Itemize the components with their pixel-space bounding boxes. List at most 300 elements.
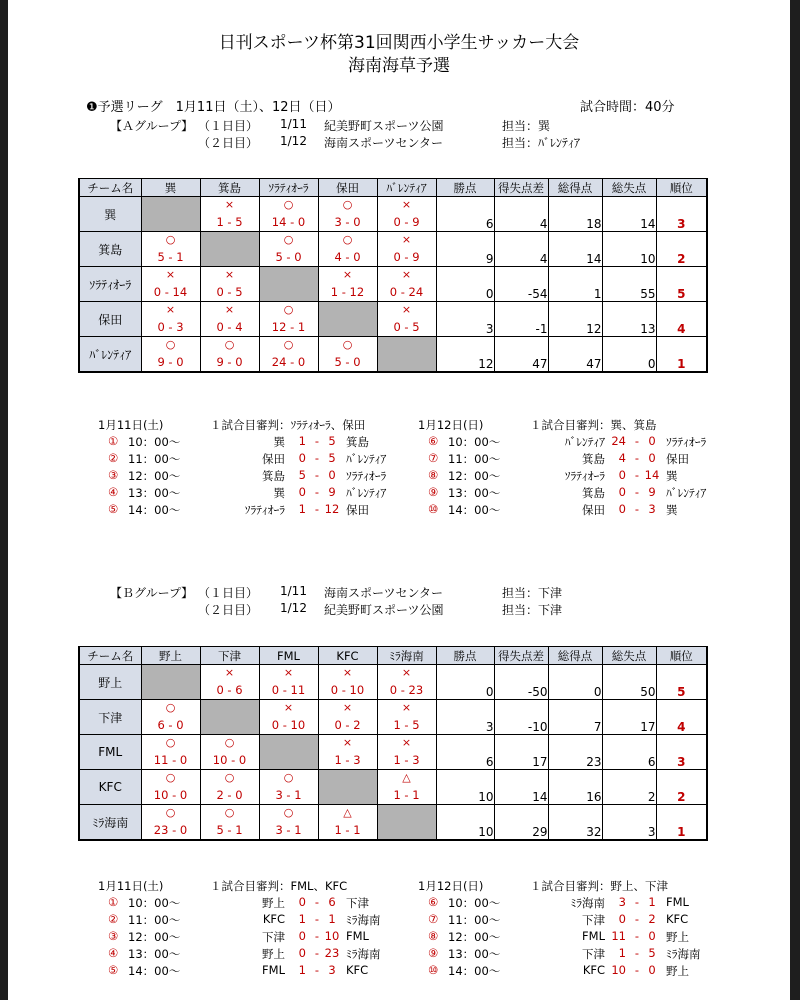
group-a-result-mark: ○: [342, 198, 353, 211]
group-a-result-mark: ○: [342, 338, 353, 351]
group-a-result-mark: ×: [165, 268, 176, 281]
group-b-result-mark: ○: [283, 771, 294, 784]
group-b-day1-day: （１日目）: [198, 586, 259, 600]
group-a-day2-home-team: 保田: [582, 503, 605, 517]
group-a-day2-match: [418, 451, 738, 468]
group-b-row: [79, 805, 707, 841]
group-a-points: 6: [436, 197, 494, 232]
group-a-result-cell: [318, 232, 377, 267]
group-a-points: 9: [436, 232, 494, 267]
group-b-header-6: 勝点: [436, 647, 494, 665]
group-b-day1-away-team: 下津: [346, 896, 369, 910]
group-a-day1-home-team: ｿﾗﾃｨｵｰﾗ: [244, 503, 285, 517]
group-b-result-score: 5 - 1: [216, 823, 243, 837]
group-a-result-score: 14 - 0: [271, 215, 306, 229]
group-a-day2-match-number: ⑥: [428, 434, 439, 448]
group-a-result-cell: [259, 232, 318, 267]
group-a-day2-match: [418, 502, 738, 519]
group-a-result-mark: ○: [342, 233, 353, 246]
group-a-team-name: 保田: [79, 302, 141, 337]
group-b-day1-score-dash: -: [314, 929, 319, 943]
group-a-day1-match: [98, 468, 418, 485]
group-b-day2-home-score: 3: [618, 895, 626, 909]
group-a-day2-away-score: 9: [648, 485, 656, 499]
group-b-day2-away-team: 野上: [666, 964, 689, 978]
group-b-day2-match-number: ⑥: [428, 895, 439, 909]
group-b-result-mark: ×: [224, 666, 235, 679]
group-a-day2-away-team: ｿﾗﾃｨｵｰﾗ: [666, 435, 707, 449]
group-a-team-name: 箕島: [79, 232, 141, 267]
group-b-goal-difference: 29: [494, 805, 548, 841]
group-b-day2-score-dash: -: [634, 912, 639, 926]
group-b-result-score: 6 - 0: [157, 718, 184, 732]
group-a-result-cell: [141, 337, 200, 373]
group-a-day1-away-team: ﾊﾞﾚﾝﾃｨｱ: [346, 452, 387, 466]
group-b-day2-home-score: 10: [611, 963, 626, 977]
group-a-day1-day: （１日目）: [198, 119, 259, 133]
group-b-result-mark: △: [343, 806, 352, 819]
group-a-result-score: 0 - 14: [153, 285, 188, 299]
group-a-result-cell: [259, 197, 318, 232]
group-a-result-cell: [141, 267, 200, 302]
group-a-header-1: 巽: [141, 179, 200, 197]
group-a-day1-match-number: ⑤: [108, 502, 119, 516]
group-a-result-cell: [200, 197, 259, 232]
group-b-day2-score-dash: -: [634, 946, 639, 960]
group-a-day2-match-time: 10：00～: [448, 435, 501, 449]
group-a-day1-match-number: ②: [108, 451, 119, 465]
group-a-day2-match-number: ⑧: [428, 468, 439, 482]
group-b-points: 3: [436, 700, 494, 735]
group-b-result-cell: [141, 735, 200, 770]
group-b-result-cell: [141, 700, 200, 735]
group-b-result-cell: [141, 805, 200, 841]
group-a-team-name: 巽: [79, 197, 141, 232]
group-a-day1-home-score: 0: [298, 451, 306, 465]
group-a-result-cell: [377, 267, 436, 302]
group-a-day2-match: [418, 468, 738, 485]
group-b-day1-match-time: 14：00～: [128, 964, 181, 978]
group-b-schedule-day1: [98, 878, 418, 980]
group-b-rank: 2: [656, 770, 707, 805]
group-b-day1-referee: １試合目審判：FML、KFC: [210, 879, 348, 893]
league-heading: ❶予選リーグ 1月11日（土）、12日（日）: [86, 100, 341, 115]
group-b-result-mark: ×: [401, 736, 412, 749]
group-a-goal-difference: -54: [494, 267, 548, 302]
group-b-result-cell: [318, 735, 377, 770]
group-b-result-score: 0 - 10: [330, 683, 365, 697]
group-a-result-score: 4 - 0: [334, 250, 361, 264]
group-b-day1-match: [98, 912, 418, 929]
group-b-day2-match: [418, 912, 738, 929]
group-b-day2-match-number: ⑨: [428, 946, 439, 960]
group-b-team-name: 下津: [79, 700, 141, 735]
group-b-result-cell: [259, 700, 318, 735]
group-b-day2-home-team: FML: [582, 929, 605, 943]
group-b-day1-match: [98, 929, 418, 946]
group-a-result-mark: ○: [224, 338, 235, 351]
group-a-day1-match-time: 13：00～: [128, 486, 181, 500]
group-a-result-cell: [377, 197, 436, 232]
group-b-day2-match-time: 14：00～: [448, 964, 501, 978]
group-a-goal-difference: 4: [494, 232, 548, 267]
group-a-day2-match-number: ⑨: [428, 485, 439, 499]
group-b-self-cell: [200, 700, 259, 735]
group-b-result-score: 1 - 3: [334, 753, 361, 767]
group-b-self-cell: [141, 665, 200, 700]
group-a-rank: 2: [656, 232, 707, 267]
group-a-result-cell: [141, 232, 200, 267]
group-b-goals-for: 0: [548, 665, 602, 700]
group-a-result-score: 0 - 9: [393, 215, 420, 229]
group-a-result-score: 12 - 1: [271, 320, 306, 334]
group-a-day1-venue: 紀美野町スポーツ公園: [324, 119, 444, 133]
group-a-day2-score-dash: -: [634, 434, 639, 448]
group-a-header-8: 総得点: [548, 179, 602, 197]
group-b-row: [79, 700, 707, 735]
group-a-day1-match-time: 10：00～: [128, 435, 181, 449]
group-b-day1-match-number: ④: [108, 946, 119, 960]
group-a-day2-header: [418, 417, 738, 434]
group-b-result-score: 1 - 3: [393, 753, 420, 767]
group-a-result-score: 9 - 0: [157, 355, 184, 369]
group-a-result-mark: ×: [401, 233, 412, 246]
group-a-result-score: 5 - 1: [157, 250, 184, 264]
group-a-result-cell: [259, 302, 318, 337]
group-a-result-score: 0 - 24: [389, 285, 424, 299]
group-b-day1-match-time: 11：00～: [128, 913, 181, 927]
group-a-day1-match: [98, 502, 418, 519]
group-b-day1-away-score: 10: [324, 929, 340, 943]
group-a-result-cell: [318, 197, 377, 232]
group-a-day2-match-time: 12：00～: [448, 469, 501, 483]
group-b-result-cell: [259, 805, 318, 841]
group-a-header-4: 保田: [318, 179, 377, 197]
group-b-result-mark: ×: [401, 666, 412, 679]
group-b-day1-home-score: 1: [298, 912, 306, 926]
group-a-day2-charge: 担当：ﾊﾞﾚﾝﾃｨｱ: [502, 136, 581, 150]
group-a-goals-against: 55: [602, 267, 656, 302]
group-b-result-score: 1 - 5: [393, 718, 420, 732]
group-a-result-score: 3 - 0: [334, 215, 361, 229]
group-b-goals-against: 50: [602, 665, 656, 700]
group-b-result-mark: ×: [283, 666, 294, 679]
group-a-result-mark: ×: [165, 303, 176, 316]
group-b-points: 10: [436, 805, 494, 841]
group-a-row: [79, 302, 707, 337]
group-a-goals-against: 13: [602, 302, 656, 337]
group-b-result-mark: ×: [342, 666, 353, 679]
group-b-day1-home-score: 0: [298, 946, 306, 960]
group-b-day1-home-team: FML: [262, 963, 285, 977]
group-b-day2-match-time: 13：00～: [448, 947, 501, 961]
group-b-day1-home-team: 下津: [262, 930, 285, 944]
group-b-day2-match-time: 10：00～: [448, 896, 501, 910]
group-a-result-mark: ○: [283, 338, 294, 351]
group-b-day1-match-number: ③: [108, 929, 119, 943]
match-time: 試合時間：40分: [580, 100, 675, 115]
group-a-row: [79, 232, 707, 267]
group-b-day2-match-number: ⑦: [428, 912, 439, 926]
group-b-team-name: 野上: [79, 665, 141, 700]
group-b-result-score: 10 - 0: [212, 753, 247, 767]
group-a-day1-score-dash: -: [314, 434, 319, 448]
document-page: [8, 0, 790, 1000]
group-b-day2-referee: １試合目審判：野上、下津: [530, 879, 668, 893]
group-b-result-mark: ○: [165, 771, 176, 784]
group-a-result-score: 9 - 0: [216, 355, 243, 369]
group-b-result-mark: ○: [224, 771, 235, 784]
group-a-result-mark: ○: [283, 233, 294, 246]
group-b-day2-away-score: 5: [648, 946, 656, 960]
group-a-standings-table: [78, 178, 708, 373]
group-b-goal-difference: 14: [494, 770, 548, 805]
group-a-result-score: 0 - 5: [216, 285, 243, 299]
group-b-day2-match: [418, 895, 738, 912]
group-b-day1-match-number: ①: [108, 895, 119, 909]
group-a-day2-away-team: 巽: [666, 469, 678, 483]
group-a-day1-away-score: 5: [328, 451, 336, 465]
group-a-result-mark: ○: [165, 338, 176, 351]
group-a-header-6: 勝点: [436, 179, 494, 197]
group-a-day1-match-time: 14：00～: [128, 503, 181, 517]
group-a-day2-home-team: ｿﾗﾃｨｵｰﾗ: [564, 469, 605, 483]
group-b-goal-difference: -50: [494, 665, 548, 700]
group-b-day1-charge: 担当：下津: [502, 586, 563, 600]
group-a-goal-difference: 47: [494, 337, 548, 373]
group-b-day1-home-team: KFC: [262, 912, 285, 926]
group-a-day2-away-score: 0: [648, 451, 656, 465]
group-b-day2-home-team: ﾐﾗ海南: [570, 896, 605, 910]
group-b-day2-venue: 紀美野町スポーツ公園: [324, 603, 444, 617]
group-b-day2-away-score: 0: [648, 929, 656, 943]
group-b-day1-venue: 海南スポーツセンター: [324, 586, 444, 600]
group-b-goals-against: 2: [602, 770, 656, 805]
group-b-rank: 4: [656, 700, 707, 735]
group-a-day2-home-score: 24: [611, 434, 626, 448]
group-a-day1-header: [98, 417, 418, 434]
group-b-day2-score-dash: -: [634, 963, 639, 977]
group-b-day1-home-score: 0: [298, 929, 306, 943]
group-b-self-cell: [318, 770, 377, 805]
group-b-day1-home-team: 野上: [262, 947, 285, 961]
group-a-header-10: 順位: [656, 179, 707, 197]
group-b-result-cell: [318, 665, 377, 700]
group-b-goal-difference: 17: [494, 735, 548, 770]
group-b-day2-home-team: KFC: [582, 963, 605, 977]
group-b-header-7: 得失点差: [494, 647, 548, 665]
group-b-day1-home-team: 野上: [262, 896, 285, 910]
group-a-rank: 3: [656, 197, 707, 232]
group-b-points: 10: [436, 770, 494, 805]
group-a-day1-score-dash: -: [314, 485, 319, 499]
group-a-day2-home-team: 箕島: [582, 486, 605, 500]
group-a-result-mark: ○: [283, 198, 294, 211]
group-a-day2-away-team: 保田: [666, 452, 689, 466]
group-a-goals-against: 14: [602, 197, 656, 232]
group-b-day1-match: [98, 946, 418, 963]
group-a-row: [79, 267, 707, 302]
group-a-day2-away-score: 14: [644, 468, 660, 482]
group-b-day2-away-score: 0: [648, 963, 656, 977]
group-b-day1-away-team: ﾐﾗ海南: [346, 913, 381, 927]
group-a-result-cell: [377, 302, 436, 337]
group-b-day2-away-team: FML: [666, 895, 689, 909]
group-a-day2-home-score: 0: [618, 468, 626, 482]
group-b-header-1: 野上: [141, 647, 200, 665]
group-a-result-score: 5 - 0: [275, 250, 302, 264]
group-a-day1-home-score: 5: [298, 468, 306, 482]
group-b-result-cell: [259, 770, 318, 805]
group-b-header-5: ﾐﾗ海南: [377, 647, 436, 665]
group-b-header-4: KFC: [318, 647, 377, 665]
group-a-goals-for: 47: [548, 337, 602, 373]
group-b-day2-match: [418, 963, 738, 980]
group-a-rank: 4: [656, 302, 707, 337]
group-b-result-score: 0 - 23: [389, 683, 424, 697]
group-b-day2-match-number: ⑧: [428, 929, 439, 943]
group-a-result-mark: ×: [224, 303, 235, 316]
group-a-self-cell: [259, 267, 318, 302]
group-b-result-mark: ○: [165, 701, 176, 714]
group-b-result-score: 3 - 1: [275, 788, 302, 802]
group-b-day2-home-score: 11: [611, 929, 626, 943]
group-b-day2-home-score: 0: [618, 912, 626, 926]
group-a-day1-away-team: ｿﾗﾃｨｵｰﾗ: [346, 469, 387, 483]
group-a-points: 0: [436, 267, 494, 302]
group-a-self-cell: [318, 302, 377, 337]
group-b-header-8: 総得点: [548, 647, 602, 665]
group-b-day2-match-time: 12：00～: [448, 930, 501, 944]
group-b-result-cell: [200, 665, 259, 700]
group-b-result-score: 3 - 1: [275, 823, 302, 837]
group-b-self-cell: [377, 805, 436, 841]
group-a-day1-match: [98, 485, 418, 502]
group-b-result-cell: [259, 665, 318, 700]
group-b-goals-for: 7: [548, 700, 602, 735]
group-b-goals-for: 32: [548, 805, 602, 841]
group-a-result-mark: ○: [283, 303, 294, 316]
group-b-day2-date: 1/12: [280, 601, 307, 615]
group-b-team-name: KFC: [79, 770, 141, 805]
group-a-day1-match-number: ③: [108, 468, 119, 482]
group-a-result-mark: ×: [224, 268, 235, 281]
group-a-day1-away-team: 箕島: [346, 435, 369, 449]
group-a-row: [79, 197, 707, 232]
group-b-result-cell: [377, 665, 436, 700]
group-a-day2-match: [418, 485, 738, 502]
group-a-day1-score-dash: -: [314, 502, 319, 516]
group-b-day1-match-time: 13：00～: [128, 947, 181, 961]
group-a-day1-home-score: 1: [298, 434, 306, 448]
group-a-result-mark: ×: [401, 303, 412, 316]
group-b-result-mark: ×: [342, 736, 353, 749]
group-a-result-score: 0 - 5: [393, 320, 420, 334]
group-b-result-score: 1 - 1: [334, 823, 361, 837]
group-a-team-name: ﾊﾞﾚﾝﾃｨｱ: [79, 337, 141, 373]
group-a-goals-against: 0: [602, 337, 656, 373]
group-b-row: [79, 735, 707, 770]
group-a-day2-home-score: 4: [618, 451, 626, 465]
group-b-day1-date: 1月11日(土): [98, 879, 164, 893]
group-a-goals-against: 10: [602, 232, 656, 267]
group-a-result-cell: [200, 267, 259, 302]
group-b-day1-match: [98, 895, 418, 912]
group-a-goals-for: 1: [548, 267, 602, 302]
group-a-rank: 1: [656, 337, 707, 373]
group-b-header-10: 順位: [656, 647, 707, 665]
group-b-day1-away-team: FML: [346, 929, 369, 943]
group-b-result-cell: [200, 770, 259, 805]
group-b-day1-score-dash: -: [314, 912, 319, 926]
group-b-goals-against: 3: [602, 805, 656, 841]
group-b-result-score: 0 - 6: [216, 683, 243, 697]
group-a-rank: 5: [656, 267, 707, 302]
group-a-result-score: 1 - 5: [216, 215, 243, 229]
group-a-day2-day: （２日目）: [198, 136, 259, 150]
group-a-day1-date: 1/11: [280, 117, 307, 131]
group-a-day1-date: 1月11日(土): [98, 418, 164, 432]
group-b-day1-away-score: 23: [324, 946, 340, 960]
group-a-day2-match-time: 14：00～: [448, 503, 501, 517]
group-a-goal-difference: 4: [494, 197, 548, 232]
group-b-day1-away-score: 6: [328, 895, 336, 909]
group-b-day2-away-team: KFC: [666, 912, 689, 926]
group-b-day2-date: 1月12日(日): [418, 879, 484, 893]
group-b-day2-away-team: ﾐﾗ海南: [666, 947, 701, 961]
group-a-day1-away-score: 5: [328, 434, 336, 448]
group-a-day1-home-score: 1: [298, 502, 306, 516]
group-b-team-name: FML: [79, 735, 141, 770]
group-a-goal-difference: -1: [494, 302, 548, 337]
group-a-self-cell: [200, 232, 259, 267]
group-a-header-9: 総失点: [602, 179, 656, 197]
group-b-result-cell: [377, 735, 436, 770]
group-a-day2-score-dash: -: [634, 451, 639, 465]
group-b-result-mark: ×: [401, 701, 412, 714]
group-b-header-0: チーム名: [79, 647, 141, 665]
group-a-result-mark: ×: [401, 198, 412, 211]
group-b-points: 0: [436, 665, 494, 700]
group-a-goals-for: 14: [548, 232, 602, 267]
group-b-day2-home-team: 下津: [582, 947, 605, 961]
group-a-row: [79, 337, 707, 373]
document-title: 日刊スポーツ杯第31回関西小学生サッカー大会: [218, 33, 580, 53]
group-a-result-mark: ○: [165, 233, 176, 246]
group-b-day1-score-dash: -: [314, 963, 319, 977]
group-b-result-score: 1 - 1: [393, 788, 420, 802]
group-a-day2-date: 1月12日(日): [418, 418, 484, 432]
group-a-day1-match-number: ④: [108, 485, 119, 499]
group-b-header-3: FML: [259, 647, 318, 665]
group-a-result-cell: [200, 302, 259, 337]
group-a-self-cell: [377, 337, 436, 373]
group-b-result-mark: ○: [283, 806, 294, 819]
group-a-day1-charge: 担当：巽: [502, 119, 551, 133]
group-a-day2-match-time: 13：00～: [448, 486, 501, 500]
group-a-points: 12: [436, 337, 494, 373]
group-a-day1-score-dash: -: [314, 451, 319, 465]
group-a-result-cell: [259, 337, 318, 373]
group-b-row: [79, 770, 707, 805]
group-a-day2-away-score: 3: [648, 502, 656, 516]
group-a-day1-away-score: 12: [324, 502, 340, 516]
group-a-result-cell: [318, 267, 377, 302]
group-a-day1-away-team: ﾊﾞﾚﾝﾃｨｱ: [346, 486, 387, 500]
group-a-result-score: 0 - 9: [393, 250, 420, 264]
group-a-day1-away-score: 0: [328, 468, 336, 482]
group-a-result-score: 1 - 12: [330, 285, 365, 299]
